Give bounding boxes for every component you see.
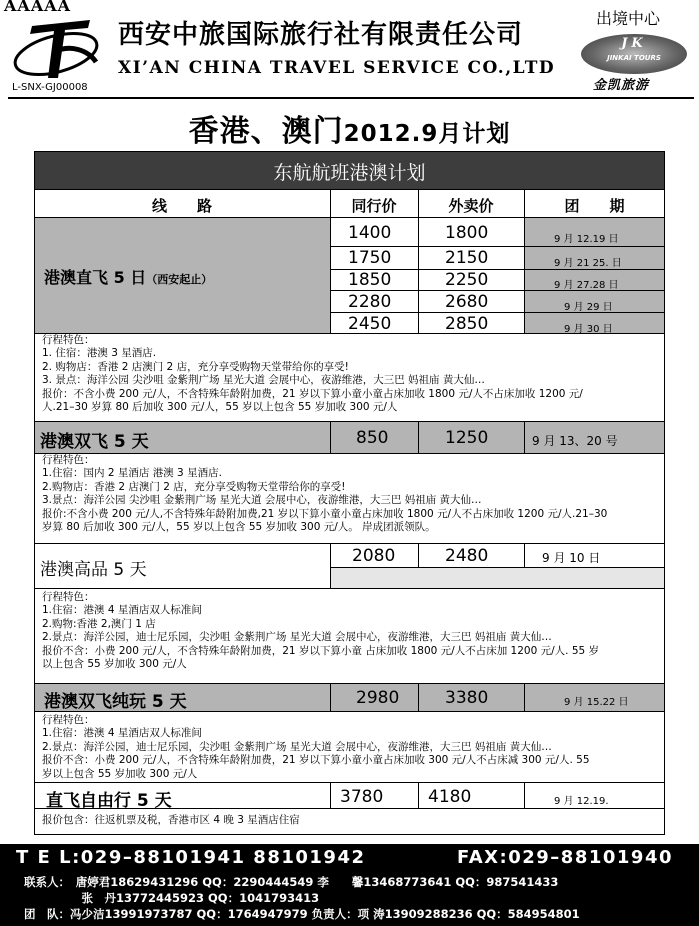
p1-r4-trade: 2280: [348, 292, 392, 312]
jinkai-logo-letters: JK: [621, 36, 647, 51]
col-route: 线 路: [151, 197, 212, 215]
p5-date: 9 月 12.19.: [554, 796, 609, 807]
p1-r3-retail: 2250: [445, 270, 489, 290]
p5-trade: 3780: [340, 787, 384, 807]
p4-retail: 3380: [445, 688, 489, 708]
p1-name: [44, 265, 212, 288]
p4-note-5: 岁以上包含 55 岁加收 300 元/人: [42, 767, 198, 780]
outbound-center-label: 出境中心: [596, 9, 661, 28]
p2-retail: 1250: [445, 428, 489, 448]
p1-r5-trade: 2450: [348, 314, 392, 334]
page-title-main: 香港、澳门: [188, 114, 344, 149]
page-title: [0, 106, 699, 150]
contact-line-2: 张 丹13772445923 QQ：1041793413: [24, 891, 320, 905]
p4-note-2: 1.住宿：港澳 4 星酒店双人标准间: [42, 727, 202, 740]
p3-empty-bg: [330, 567, 665, 588]
p2-name: 港澳双飞 5 天: [40, 432, 149, 452]
p3-trade: 2080: [352, 546, 396, 566]
p1-r4-date: 9 月 29 日: [564, 302, 613, 313]
col-trade-price: 同行价: [351, 197, 397, 215]
p2-note-5: 报价:不含小费 200 元/人,不含特殊年龄附加费,21 岁以下算小童小童占床加收 1800 元/人不占床加收 1200 元/人.21–30: [42, 507, 608, 520]
p1-notes: [42, 334, 583, 414]
p4-note-4: 报价不含：小费 200 元/人，不含特殊年龄附加费，21 岁以下算小童小童占床加收 300 元/人不占床减 300 元/人. 55: [42, 754, 590, 767]
p1-name-text: 港澳直飞 5 日: [44, 268, 147, 287]
p3-note-1: 行程特色：: [42, 591, 95, 603]
p2-note-6: 岁算 80 后加收 300 元/人，55 岁以上包含 55 岁加收 300 元/人。 岸成团派领队。: [42, 521, 436, 534]
p2-note-1: 行程特色：: [42, 454, 95, 466]
p1-r2-trade: 1750: [348, 248, 392, 268]
p1-note-5: 报价：不含小费 200 元/人，不含特殊年龄附加费，21 岁以下算小童小童占床加收 1800 元/人不占床加收 1200 元/: [42, 387, 583, 400]
jinkai-name-cn: 金凯旅游: [593, 78, 650, 93]
company-name-en: XI’AN CHINA TRAVEL SERVICE CO.,LTD: [118, 58, 556, 78]
p3-note-5: 报价不含：小费 200 元/人，不含特殊年龄附加费，21 岁以下算小童 占床加收 1800 元/人不占床加 1200 元/人. 55 岁: [42, 644, 600, 657]
p1-note-3: 2. 购物店：香港 2 店澳门 2 店，充分享受购物天堂带给你的享受!: [42, 360, 349, 373]
jinkai-logo-tours: JINKAI TOURS: [607, 54, 661, 62]
p2-note-2: 1.住宿：国内 2 星酒店 港澳 3 星酒店.: [42, 467, 222, 480]
p2-trade: 850: [356, 428, 389, 448]
p1-r1-retail: 1800: [445, 223, 489, 243]
p1-sub: （西安起止）: [146, 273, 213, 286]
p3-name: 港澳高品 5 天: [40, 560, 147, 580]
p2-date: 9 月 13、20 号: [532, 434, 618, 448]
p4-note-1: 行程特色：: [42, 714, 95, 726]
p5-note-1: 报价包含：往返机票及税，香港市区 4 晚 3 星酒店住宿: [42, 814, 300, 826]
jinkai-logo: [581, 34, 687, 74]
p3-notes: [42, 591, 599, 671]
contact-line-3: 团 队：冯少洁13991973787 QQ：1764947979 负责人：项 涛13909288236 QQ：584954801: [24, 907, 580, 921]
grade-stars: AAAAA: [4, 0, 72, 15]
p1-r5-date: 9 月 30 日: [564, 324, 613, 335]
p1-r5-retail: 2850: [445, 314, 489, 334]
p2-note-4: 3.景点：海洋公园 尖沙咀 金紫荆广场 星光大道 会展中心，夜游维港，大三巴 妈祖庙 黄大仙…: [42, 494, 482, 507]
company-name-cn: 西安中旅国际旅行社有限责任公司: [118, 20, 524, 50]
p1-r3-date: 9 月 27.28 日: [554, 280, 619, 291]
fax: FAX:029–88101940: [457, 847, 674, 868]
telephone: T E L:029–88101941 88101942: [16, 847, 366, 868]
p1-r1-date: 9 月 12.19 日: [554, 234, 619, 245]
p4-note-3: 2.景点：海洋公园，迪士尼乐园，尖沙咀 金紫荆广场 星光大道 会展中心，夜游维港，大三巴 妈祖庙 黄大仙…: [42, 740, 552, 753]
p1-note-2: 1. 住宿：港澳 3 星酒店.: [42, 347, 157, 360]
tour-table: [34, 151, 665, 834]
page-title-plan: 2012.9月计划: [343, 121, 511, 147]
contact-line-1: 联系人： 唐婷君18629431296 QQ：2290444549 李 馨13468773641 QQ：987541433: [24, 875, 559, 889]
p3-note-2: 1.住宿：港澳 4 星酒店双人标准间: [42, 604, 202, 617]
col-retail-price: 外卖价: [448, 197, 494, 215]
contact-footer: [0, 844, 699, 926]
company-logo: [10, 12, 110, 86]
p4-name: 港澳双飞纯玩 5 天: [44, 692, 187, 712]
p3-note-4: 2.景点：海洋公园，迪士尼乐园，尖沙咀 金紫荆广场 星光大道 会展中心，夜游维港，大三巴 妈祖庙 黄大仙…: [42, 631, 552, 644]
p1-r4-retail: 2680: [445, 292, 489, 312]
p4-notes: [42, 714, 590, 781]
p1-note-6: 人.21–30 岁算 80 后加收 300 元/人，55 岁以上包含 55 岁加收 300 元/人: [42, 401, 398, 414]
p3-note-3: 2.购物:香港 2,澳门 1 店: [42, 617, 156, 630]
p3-date: 9 月 10 日: [542, 551, 601, 565]
p4-date: 9 月 15.22 日: [564, 697, 629, 708]
p5-retail: 4180: [428, 787, 472, 807]
header-divider: [8, 97, 694, 99]
p4-trade: 2980: [356, 688, 400, 708]
band-title: 东航航班港澳计划: [273, 162, 426, 184]
p1-note-1: 行程特色：: [42, 334, 95, 346]
p1-note-4: 3. 景点：海洋公园 尖沙咀 金紫荆广场 星光大道 会展中心，夜游维港，大三巴 妈祖庙 黄大仙…: [42, 374, 485, 387]
p5-name: 直飞自由行 5 天: [46, 791, 172, 811]
p1-r3-trade: 1850: [348, 270, 392, 290]
p2-note-3: 2.购物店：香港 2 店澳门 2 店，充分享受购物天堂带给你的享受!: [42, 480, 346, 493]
p3-note-6: 以上包含 55 岁加收 300 元/人: [42, 658, 187, 671]
p3-retail: 2480: [445, 546, 489, 566]
p1-r1-trade: 1400: [348, 223, 392, 243]
p1-r2-date: 9 月 21 25. 日: [554, 258, 622, 269]
p5-notes: [42, 814, 300, 827]
license-code: L-SNX-GJ00008: [12, 82, 88, 93]
p1-r2-retail: 2150: [445, 248, 489, 268]
col-date: 团 期: [564, 197, 625, 215]
p2-notes: [42, 454, 607, 534]
